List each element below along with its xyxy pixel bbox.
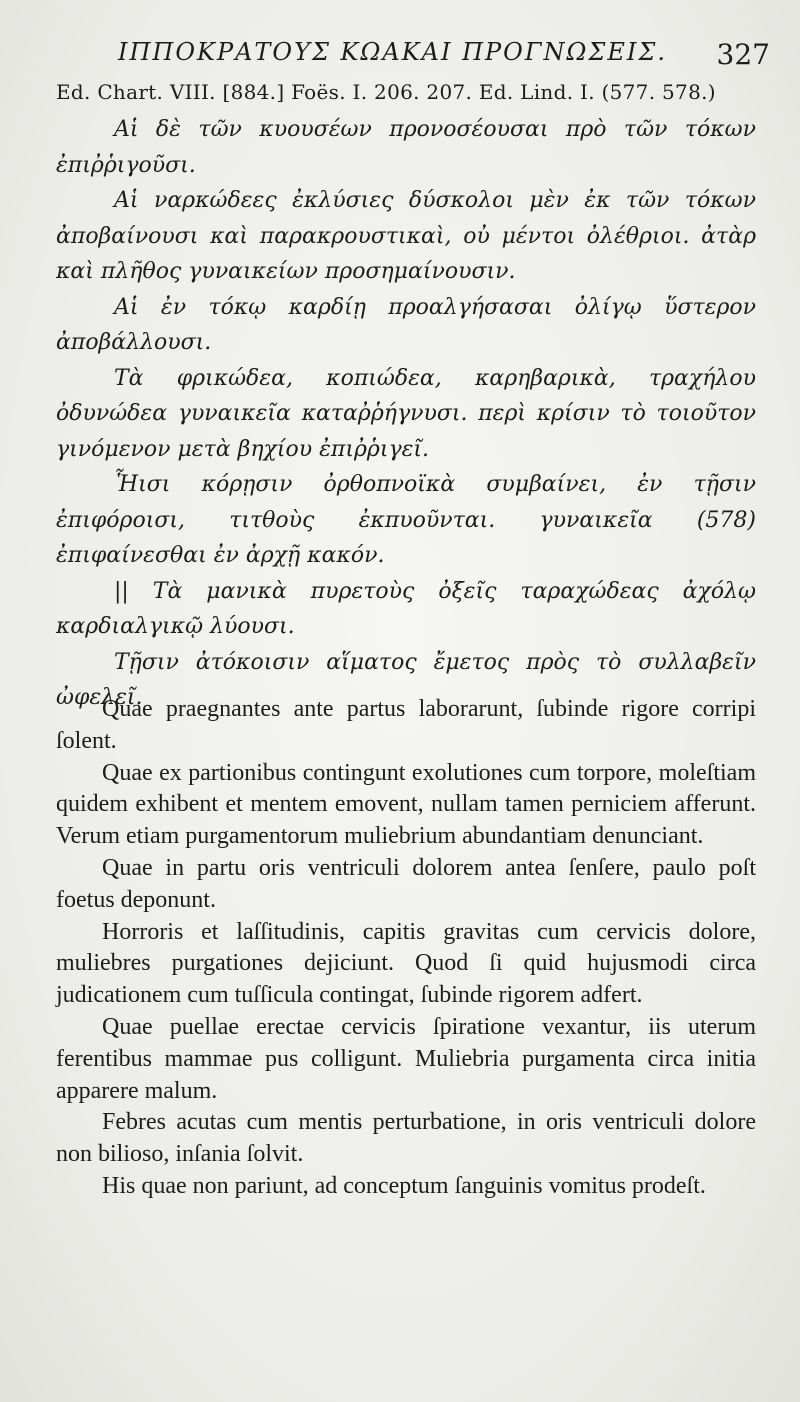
- latin-paragraph: Quae praegnantes ante partus laborarunt, ſubinde rigore corripi ſolent.: [56, 696, 756, 754]
- latin-paragraph: Quae puellae erectae cervicis ſpiratione vexantur, iis uterum ferentibus mammae pus colligunt. Muliebria purgamenta circa initia apparere malum.: [56, 1013, 756, 1104]
- greek-paragraph: Αἱ δὲ τῶν κυουσέων προνοσέουσαι πρὸ τῶν τόκων ἐπιῤῥιγοῦσι.: [56, 117, 756, 178]
- greek-paragraph: Τῇσιν ἀτόκοισιν αἵματος ἔμετος πρὸς τὸ συλλαβεῖν ὠφελεῖ.: [56, 649, 756, 710]
- latin-paragraph: Quae in partu oris ventriculi dolorem antea ſenſere, paulo poſt foetus deponunt.: [56, 854, 756, 913]
- greek-paragraph: Αἱ ἐν τόκῳ καρδίῃ προαλγήσασαι ὀλίγῳ ὕστερον ἀποβάλλουσι.: [56, 294, 756, 355]
- latin-text-block: [56, 694, 756, 1203]
- greek-paragraph: Αἱ ναρκώδεες ἐκλύσιες δύσκολοι μὲν ἐκ τῶν τόκων ἀποβαίνουσι καὶ παρακρουστικαὶ, οὐ μέντοι ὀλέθριοι. ἀτὰρ καὶ πλῆθος γυναικείων προσημαίνουσιν.: [56, 188, 756, 284]
- greek-paragraph: Ἧισι κόρῃσιν ὀρθοπνοϊκὰ συμβαίνει, ἐν τῇσιν ἐπιφόροισι, τιτθοὺς ἐκπυοῦνται. γυναικεῖα (578) ἐπιφαίνεσθαι ἐν ἀρχῇ κακόν.: [56, 472, 756, 568]
- page-number: 327: [716, 38, 770, 71]
- greek-paragraph: || Τὰ μανικὰ πυρετοὺς ὀξεῖς ταραχώδεας ἀχόλῳ καρδιαλγικῷ λύουσι.: [56, 578, 756, 639]
- running-header: [118, 38, 770, 71]
- edition-reference: Ed. Chart. VIII. [884.] Foës. I. 206. 207. Ed. Lind. I. (577. 578.): [56, 80, 716, 104]
- latin-paragraph: Febres acutas cum mentis perturbatione, in oris ventriculi dolore non bilioso, inſania ſolvit.: [56, 1109, 756, 1168]
- latin-paragraph: Quae ex partionibus contingunt exolutiones cum torpore, moleſtiam quidem exhibent et mentem emovent, nullam tamen perniciem afferunt. Verum etiam purgamentorum muliebrium abundantiam denunciant.: [56, 759, 756, 850]
- latin-paragraph: Horroris et laſſitudinis, capitis gravitas cum cervicis dolore, muliebres purgationes dejiciunt. Quod ſi quid hujusmodi circa judicationem cum tuſſicula contingat, ſubinde rigorem adfert.: [56, 918, 756, 1009]
- greek-text-block: [56, 112, 756, 716]
- latin-paragraph: His quae non pariunt, ad conceptum ſanguinis vomitus prodeſt.: [102, 1172, 706, 1199]
- greek-paragraph: Τὰ φρικώδεα, κοπιώδεα, καρηβαρικὰ, τραχήλου ὀδυνώδεα γυναικεῖα καταῤῥήγνυσι. περὶ κρίσιν τὸ τοιοῦτον γινόμενον μετὰ βηχίου ἐπιῤῥιγεῖ.: [56, 365, 756, 462]
- running-title: ΙΠΠΟΚΡΑΤΟΥΣ ΚΩΑΚΑΙ ΠΡΟΓΝΩΣΕΙΣ.: [118, 38, 667, 66]
